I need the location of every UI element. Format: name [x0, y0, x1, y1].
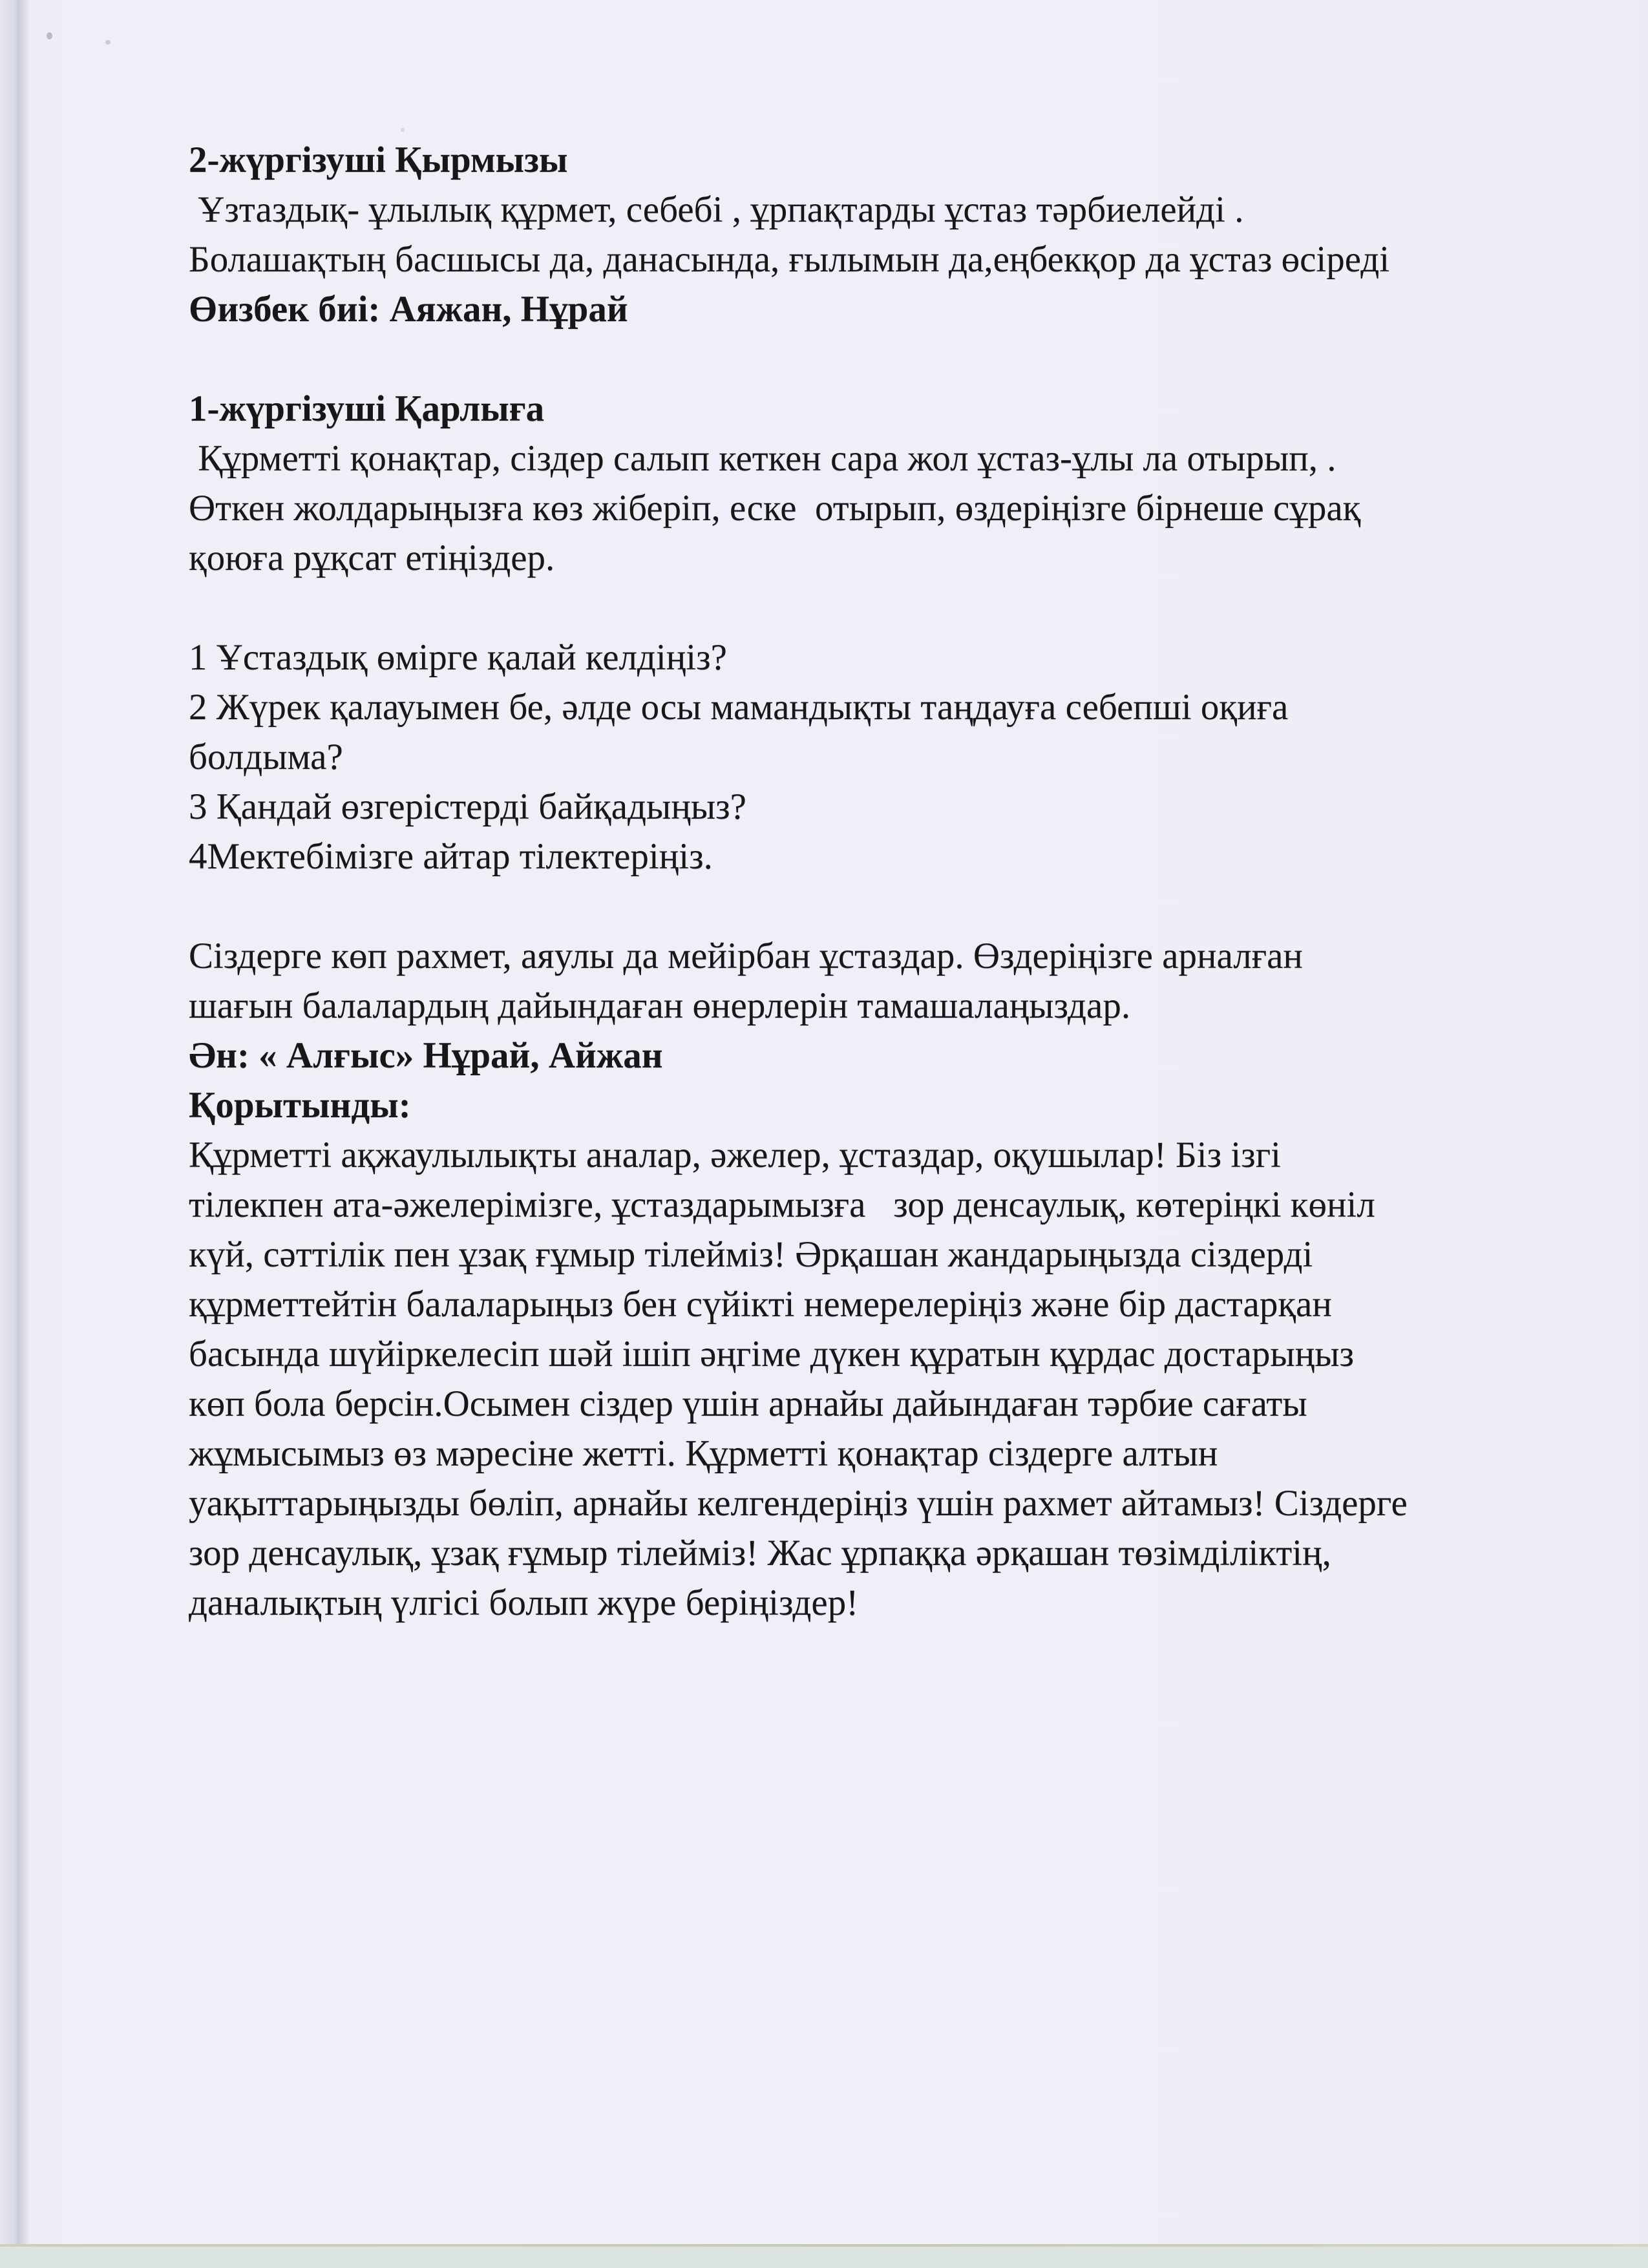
text-line: Құрметті қонақтар, сіздер салып кеткен сара жол ұстаз-ұлы ла отырып, .	[189, 438, 1336, 479]
text-line: көп бола берсін.Осымен сіздер үшін арнайы дайындаған тәрбие сағаты	[189, 1383, 1307, 1424]
text-line: 2 Жүрек қалауымен бе, әлде осы мамандықты таңдауға себепші оқиға	[189, 687, 1289, 728]
text-line: 1-жүргізуші Қарлыға	[189, 388, 545, 429]
text-line: тілекпен ата-әжелерімізге, ұстаздарымызға зор денсаулық, көтеріңкі көніл	[189, 1184, 1375, 1225]
text-line: 1 Ұстаздық өмірге қалай келдіңіз?	[189, 637, 727, 678]
text-line: құрметтейтін балаларыңыз бен сүйікті немерелеріңіз және бір дастарқан	[189, 1284, 1332, 1325]
scan-speck	[401, 128, 405, 132]
document-text	[189, 135, 1533, 1628]
text-line: 4Мектебімізге айтар тілектеріңіз.	[189, 836, 713, 877]
scan-speck	[105, 40, 111, 45]
text-line: Ұзтаздық- ұлылық құрмет, себебі , ұрпақтарды ұстаз тәрбиелейді .	[189, 189, 1244, 230]
scan-speck	[47, 32, 52, 39]
scanner-bed	[0, 2247, 1648, 2268]
paragraph-host-1	[189, 384, 1533, 583]
text-line: жұмысымыз өз мәресіне жетті. Құрметті қонақтар сіздерге алтын	[189, 1433, 1218, 1474]
text-line: Болашақтың басшысы да, данасында, ғылымын да,еңбекқор да ұстаз өсіреді	[189, 239, 1390, 280]
text-line: Құрметті ақжаулылықты аналар, әжелер, ұстаздар, оқушылар! Біз ізгі	[189, 1135, 1281, 1175]
text-line: зор денсаулық, ұзақ ғұмыр тілейміз! Жас ұрпаққа әрқашан төзімділіктің,	[189, 1533, 1331, 1573]
text-line: Сіздерге көп рахмет, аяулы да мейірбан ұстаздар. Өздеріңізге арналған	[189, 936, 1303, 976]
text-line: шағын балалардың дайындаған өнерлерін тамашалаңыздар.	[189, 985, 1131, 1026]
text-line: қоюға рұқсат етіңіздер.	[189, 538, 555, 578]
paragraph-conclusion	[189, 931, 1533, 1628]
text-line: Өткен жолдарыңызға көз жіберіп, еске отырып, өздеріңізге бірнеше сұрақ	[189, 488, 1361, 529]
paragraph-questions	[189, 633, 1533, 881]
text-line: Ән: « Алғыс» Нұрай, Айжан	[189, 1035, 663, 1076]
text-line: күй, сәттілік пен ұзақ ғұмыр тілейміз! Әрқашан жандарыңызда сіздерді	[189, 1234, 1313, 1275]
text-line: болдыма?	[189, 737, 343, 777]
text-line: уақыттарыңызды бөліп, арнайы келгендеріңіз үшін рахмет айтамыз! Сіздерге	[189, 1483, 1408, 1524]
text-line: Өизбек биі: Аяжан, Нұрай	[189, 289, 628, 330]
text-line: даналықтың үлгісі болып жүре беріңіздер!	[189, 1582, 859, 1623]
text-line: 2-жүргізуші Қырмызы	[189, 140, 568, 180]
text-line: 3 Қандай өзгерістерді байқадыңыз?	[189, 786, 746, 827]
text-line: басында шүйіркелесіп шәй ішіп әңгіме дүкен құратын құрдас достарыңыз	[189, 1334, 1355, 1374]
text-line: Қорытынды:	[189, 1085, 411, 1126]
paragraph-host-2	[189, 135, 1533, 334]
